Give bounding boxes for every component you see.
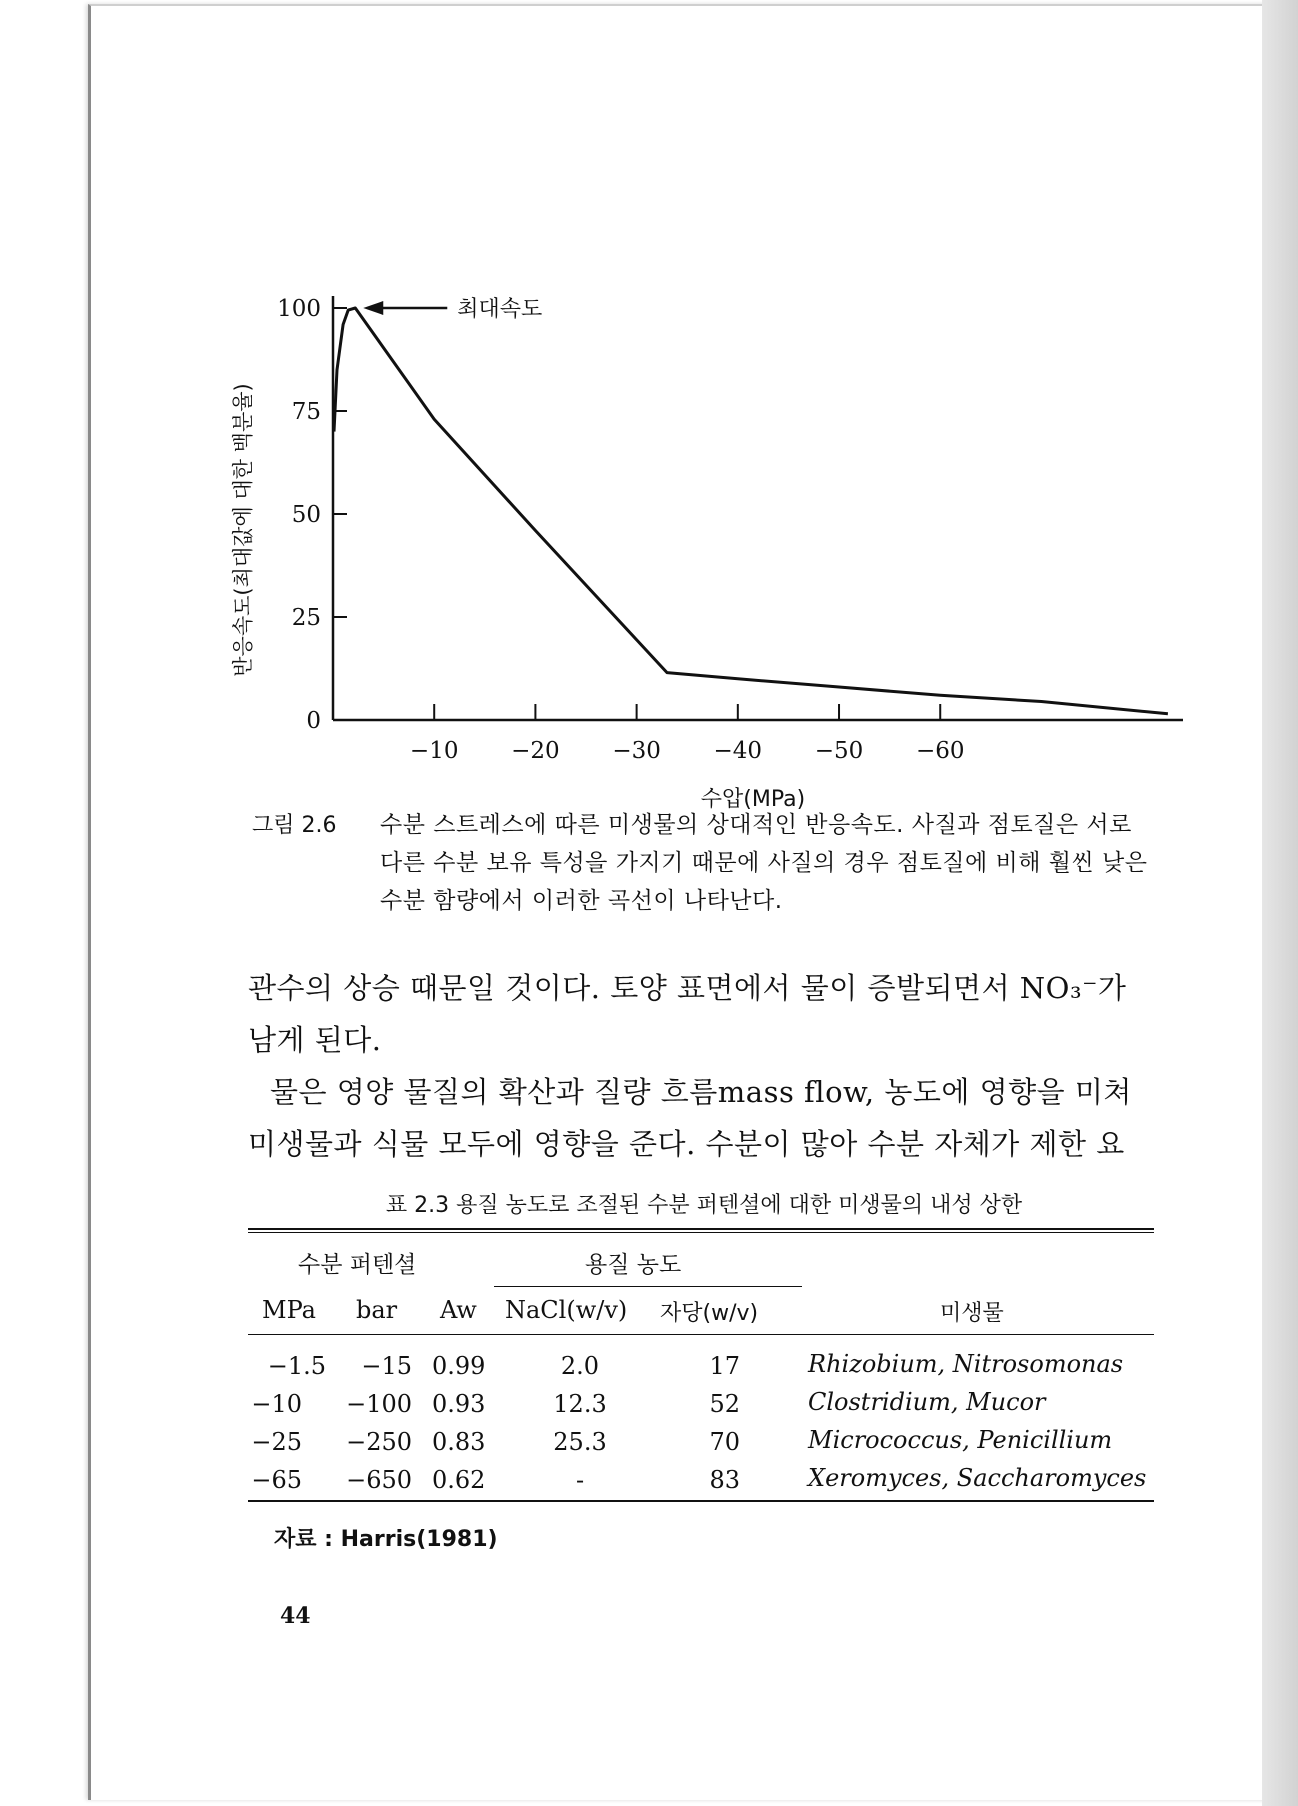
table-bottom-rule <box>248 1500 1154 1502</box>
cell-sucrose: 70 <box>709 1428 740 1456</box>
solute-group-rule <box>494 1286 802 1287</box>
y-tick-label: 0 <box>306 708 321 734</box>
cell-nacl: 12.3 <box>553 1390 607 1418</box>
cell-mpa: −10 <box>251 1390 302 1418</box>
x-tick-label: −50 <box>814 738 864 764</box>
x-tick-label: −20 <box>511 738 560 764</box>
cell-sucrose: 17 <box>709 1352 740 1380</box>
cell-sucrose: 83 <box>709 1466 740 1494</box>
cell-nacl: - <box>575 1466 585 1494</box>
col-header-sucrose: 자당(w/v) <box>660 1301 759 1326</box>
col-header-mpa: MPa <box>262 1296 316 1324</box>
cell-sucrose: 52 <box>709 1390 740 1418</box>
col-header-aw: Aw <box>440 1296 477 1324</box>
cell-bar: −650 <box>346 1466 412 1494</box>
y-tick-label: 25 <box>291 605 321 631</box>
x-axis-label: 수압(MPa) <box>700 787 806 812</box>
x-tick-label: −10 <box>409 738 459 764</box>
cell-aw: 0.93 <box>432 1390 486 1418</box>
body-paragraph-1: 관수의 상승 때문일 것이다. 토양 표면에서 물이 증발되면서 NO₃⁻가 남게 된다. <box>248 971 1127 1057</box>
figure-caption: 수분 스트레스에 따른 미생물의 상대적인 반응속도. 사질과 점토질은 서로 다른 수분 보유 특성을 가지기 때문에 사질의 경우 점토질에 비해 훨씬 낮은 수분 함량에서 이러한 곡선이 나타난다. <box>380 812 1148 914</box>
cell-mpa: −1.5 <box>267 1352 326 1380</box>
table-top-rule-2 <box>248 1232 1154 1233</box>
cell-organisms: Clostridium, Mucor <box>808 1388 1046 1416</box>
y-tick-label: 100 <box>277 296 321 322</box>
body-text <box>248 962 1160 1170</box>
table-header-rule <box>248 1334 1154 1335</box>
x-tick-label: −60 <box>915 738 965 764</box>
annotation-arrow-head <box>363 301 383 315</box>
cell-nacl: 2.0 <box>560 1352 600 1380</box>
cell-organisms: Xeromyces, Saccharomyces <box>808 1464 1147 1492</box>
table-title: 표 2.3 용질 농도로 조절된 수분 퍼텐셜에 대한 미생물의 내성 상한 <box>385 1193 1023 1218</box>
cell-aw: 0.62 <box>432 1466 486 1494</box>
cell-mpa: −65 <box>251 1466 302 1494</box>
cell-organisms: Micrococcus, Penicillium <box>808 1426 1113 1454</box>
figure-number: 그림 2.6 <box>252 813 337 838</box>
page-number: 44 <box>280 1603 311 1629</box>
table-source: 자료 : Harris(1981) <box>274 1527 498 1552</box>
cell-bar: −15 <box>361 1352 412 1380</box>
cell-aw: 0.83 <box>432 1428 486 1456</box>
cell-aw: 0.99 <box>432 1352 486 1380</box>
body-paragraph-2: 물은 영양 물질의 확산과 질량 흐름mass flow, 농도에 영향을 미쳐 미생물과 식물 모두에 영향을 준다. 수분이 많아 수분 자체가 제한 요 <box>248 1075 1132 1161</box>
col-header-nacl: NaCl(w/v) <box>505 1296 628 1324</box>
x-tick-label: −30 <box>612 738 661 764</box>
page-edge-shadow <box>1262 0 1298 1806</box>
series-line-reaction-rate <box>334 308 1168 714</box>
y-tick-label: 50 <box>291 502 321 528</box>
cell-bar: −100 <box>346 1390 412 1418</box>
table-top-rule <box>248 1228 1154 1230</box>
cell-nacl: 25.3 <box>553 1428 607 1456</box>
y-axis-label: 반응속도(최대값에 대한 백분율) <box>231 383 255 677</box>
cell-bar: −250 <box>346 1428 412 1456</box>
group-header-solute: 용질 농도 <box>585 1252 682 1278</box>
col-header-bar: bar <box>356 1296 398 1324</box>
cell-mpa: −25 <box>251 1428 302 1456</box>
x-tick-label: −40 <box>713 738 763 764</box>
col-header-organisms: 미생물 <box>940 1301 1004 1326</box>
group-header-water-potential: 수분 퍼텐셜 <box>298 1252 417 1278</box>
cell-organisms: Rhizobium, Nitrosomonas <box>808 1350 1124 1378</box>
y-tick-label: 75 <box>291 399 321 425</box>
annotation-max-rate: 최대속도 <box>457 297 543 322</box>
figure-2-6-chart <box>220 270 1190 812</box>
